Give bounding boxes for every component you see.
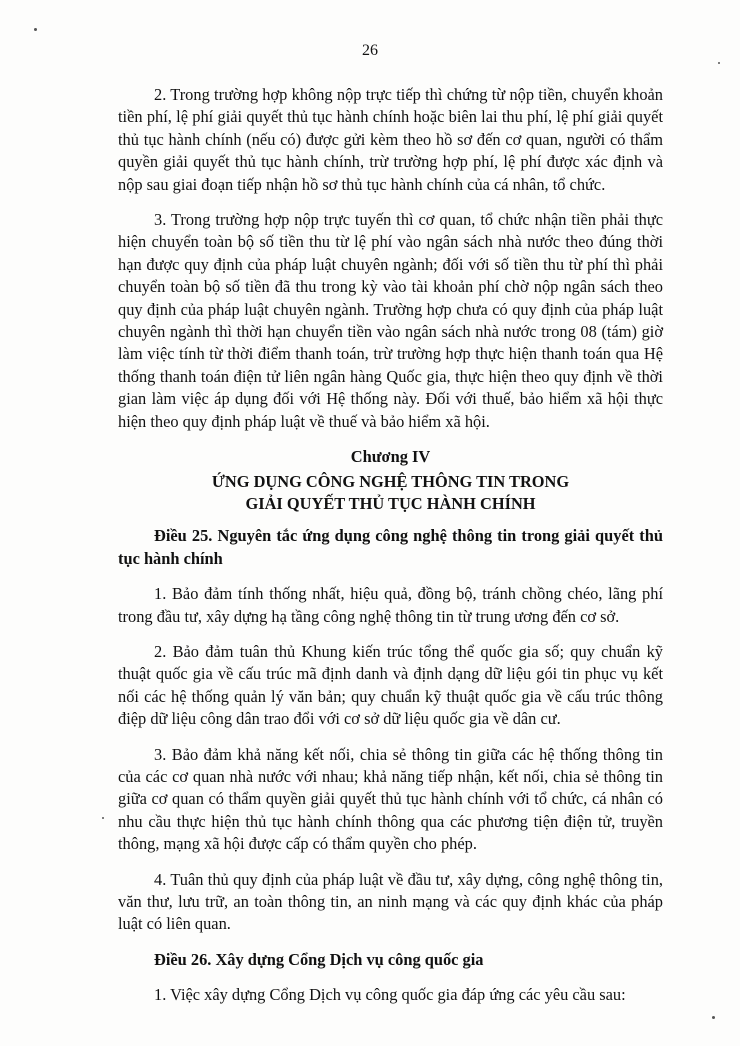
scan-speck bbox=[102, 817, 104, 819]
article-25-clause: 4. Tuân thủ quy định của pháp luật về đầu tư, xây dựng, công nghệ thông tin, văn thư, lưu trữ, an toàn thông tin, an ninh mạng và các quy định khác của pháp luật có liên quan. bbox=[118, 869, 663, 934]
scan-speck bbox=[718, 62, 720, 64]
page-number: 26 bbox=[362, 42, 378, 59]
document-body bbox=[118, 84, 663, 1020]
article-25-clause: 1. Bảo đảm tính thống nhất, hiệu quả, đồng bộ, tránh chồng chéo, lãng phí trong đầu tư, xây dựng hạ tầng công nghệ thông tin từ trung ương đến cơ sở. bbox=[118, 584, 663, 626]
article-25-clause: 2. Bảo đảm tuân thủ Khung kiến trúc tổng thể quốc gia số; quy chuẩn kỹ thuật quốc gia về cấu trúc mã định danh và định dạng dữ liệu gói tin phục vụ kết nối các hệ thống quản lý văn bản; quy chuẩn kỹ thuật quốc gia về cấu trúc thông điệp dữ liệu công dân trao đổi với cơ sở dữ liệu quốc gia về dân cư. bbox=[118, 641, 663, 729]
chapter-title-line: ỨNG DỤNG CÔNG NGHỆ THÔNG TIN TRONG bbox=[211, 471, 570, 491]
chapter-label: Chương IV bbox=[350, 447, 431, 467]
article-26-heading: Điều 26. Xây dựng Cổng Dịch vụ công quốc gia bbox=[154, 949, 484, 969]
scan-speck bbox=[712, 1016, 715, 1019]
scan-speck bbox=[34, 28, 37, 31]
paragraph: 3. Trong trường hợp nộp trực tuyến thì cơ quan, tổ chức nhận tiền phải thực hiện chuyển toàn bộ số tiền thu từ lệ phí vào ngân sách nhà nước theo đúng thời hạn được quy định của pháp luật chuyên ngành; đối với số tiền thu từ phí thì phải chuyển toàn bộ số tiền đã thu trong kỳ vào tài khoản phí chờ nộp ngân sách theo quy định của pháp luật chuyên ngành. Trường hợp chưa có quy định của pháp luật chuyên ngành thì thời hạn chuyển tiền vào ngân sách nhà nước trong 08 (tám) giờ làm việc tính từ thời điểm thanh toán, trừ trường hợp thực hiện thanh toán qua Hệ thống thanh toán điện tử liên ngân hàng Quốc gia, thực hiện theo quy định về thời gian làm việc áp dụng đối với Hệ thống này. Đối với thuế, bảo hiểm xã hội thực hiện theo quy định pháp luật về thuế và bảo hiểm xã hội. bbox=[118, 210, 663, 431]
article-25-heading: Điều 25. Nguyên tắc ứng dụng công nghệ thông tin trong giải quyết thủ tục hành chính bbox=[118, 526, 663, 568]
chapter-title-line: GIẢI QUYẾT THỦ TỤC HÀNH CHÍNH bbox=[245, 493, 536, 513]
article-25-clause: 3. Bảo đảm khả năng kết nối, chia sẻ thông tin giữa các hệ thống thông tin của các cơ quan nhà nước với nhau; khả năng tiếp nhận, kết nối, chia sẻ thông tin giữa cơ quan có thẩm quyền giải quyết thủ tục hành chính với tổ chức, cá nhân có nhu cầu thực hiện thủ tục hành chính thông qua các phương tiện điện tử, truyền thông, mạng xã hội được cấp có thẩm quyền cho phép. bbox=[118, 744, 663, 854]
chapter-title bbox=[118, 471, 663, 516]
article-26-clause: 1. Việc xây dựng Cổng Dịch vụ công quốc gia đáp ứng các yêu cầu sau: bbox=[154, 985, 626, 1005]
paragraph: 2. Trong trường hợp không nộp trực tiếp thì chứng từ nộp tiền, chuyển khoản tiền phí, lệ phí giải quyết thủ tục hành chính hoặc biên lai thu phí, lệ phí giải quyết thủ tục hành chính (nếu có) được gửi kèm theo hồ sơ đến cơ quan, người có thẩm quyền giải quyết thủ tục hành chính, trừ trường hợp phí, lệ phí được xác định và nộp sau giai đoạn tiếp nhận hồ sơ thủ tục hành chính của cá nhân, tổ chức. bbox=[118, 85, 663, 194]
